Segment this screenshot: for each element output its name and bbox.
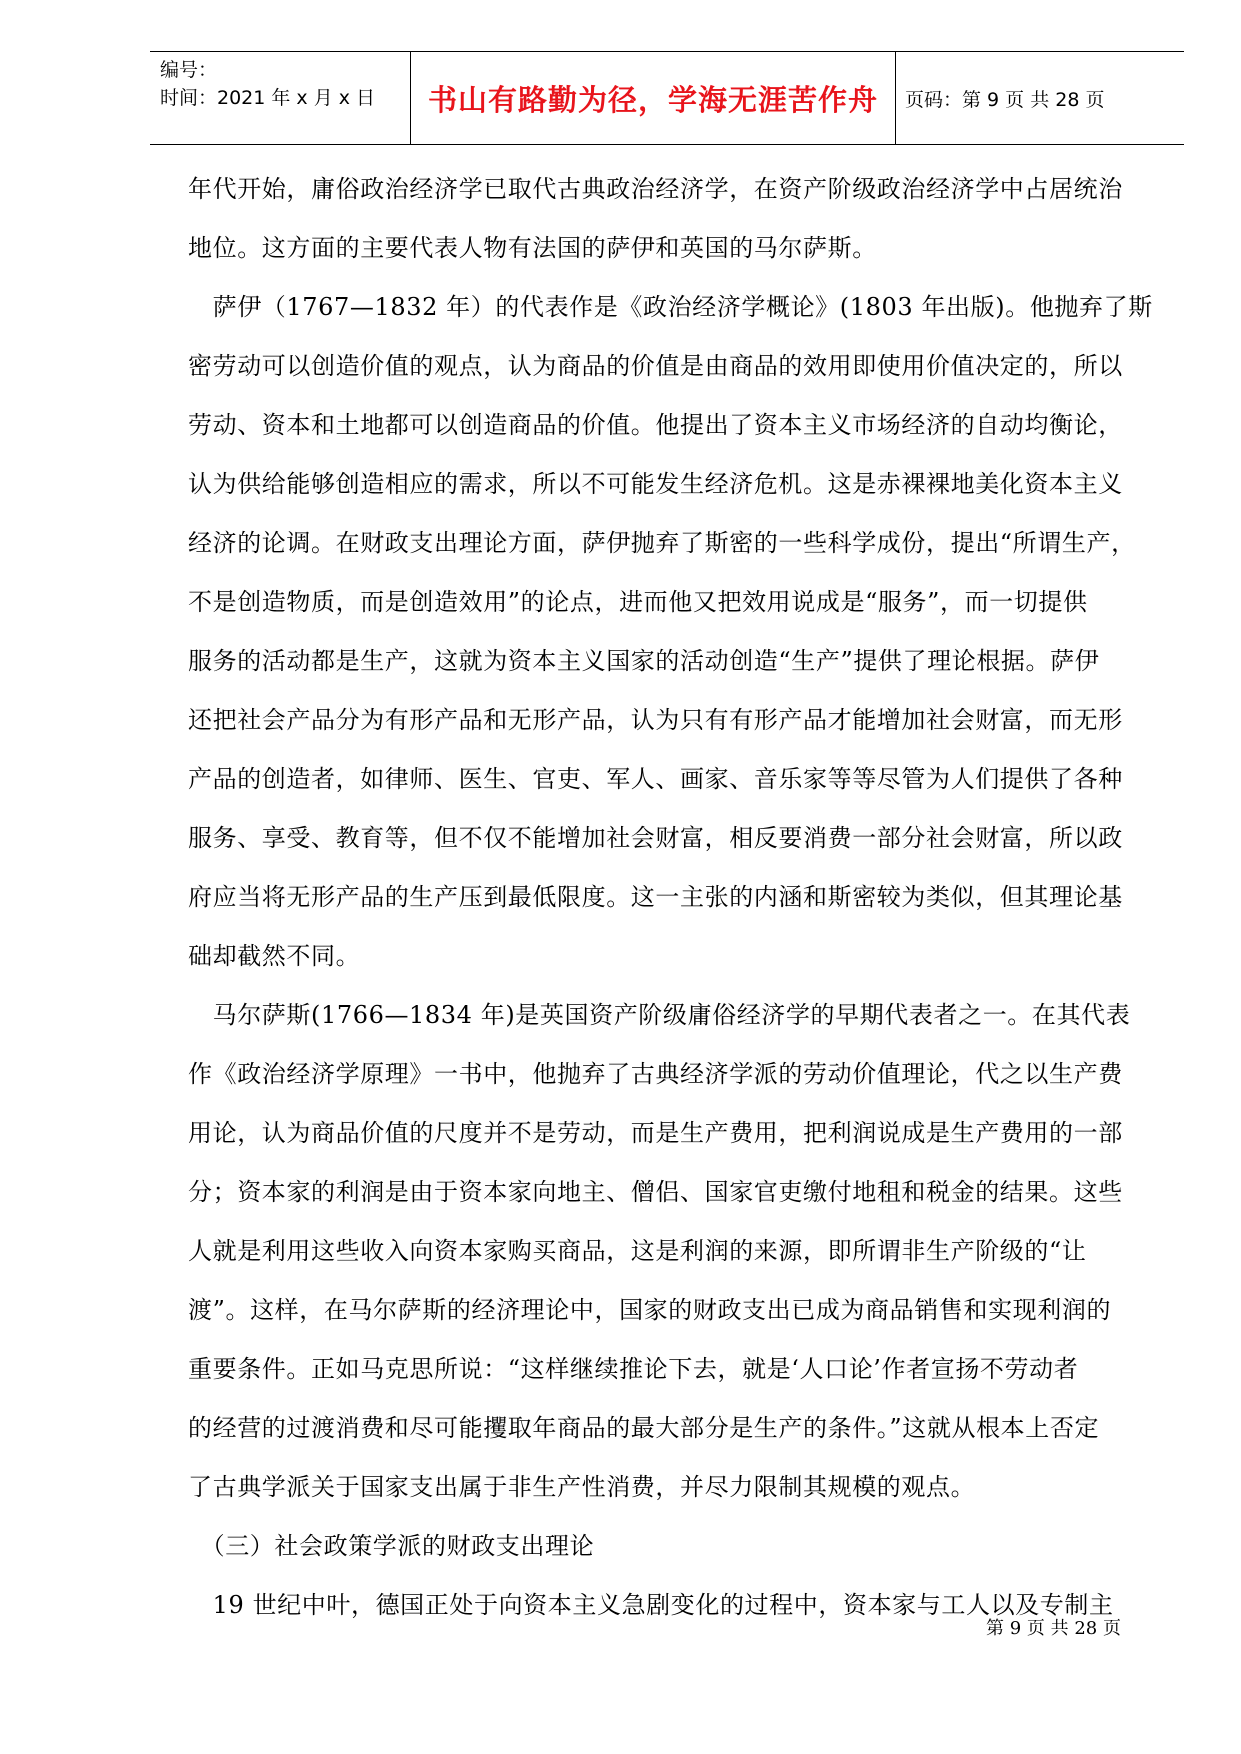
body-line: 分；资本家的利润是由于资本家向地主、僧侣、国家官吏缴付地租和税金的结果。这些 bbox=[188, 1178, 1123, 1206]
body-line: 府应当将无形产品的生产压到最低限度。这一主张的内涵和斯密较为类似，但其理论基 bbox=[188, 883, 1123, 911]
document-number-label: 编号： bbox=[160, 59, 218, 81]
header-motto: 书山有路勤为径，学海无涯苦作舟 bbox=[427, 82, 878, 117]
body-line: 础却截然不同。 bbox=[188, 942, 361, 970]
body-line: 经济的论调。在财政支出理论方面，萨伊抛弃了斯密的一些科学成份，提出“所谓生产， bbox=[188, 529, 1136, 557]
body-line: 服务的活动都是生产，这就为资本主义国家的活动创造“生产”提供了理论根据。萨伊 bbox=[188, 647, 1100, 675]
body-line: 用论，认为商品价值的尺度并不是劳动，而是生产费用，把利润说成是生产费用的一部 bbox=[188, 1119, 1123, 1147]
body-line: 萨伊（1767—1832 年）的代表作是《政治经济学概论》(1803 年出版)。他抛弃了斯 bbox=[188, 293, 1153, 321]
body-line: 不是创造物质，而是创造效用”的论点，进而他又把效用说成是“服务”，而一切提供 bbox=[188, 588, 1088, 616]
body-line: 马尔萨斯(1766—1834 年)是英国资产阶级庸俗经济学的早期代表者之一。在其代表 bbox=[188, 1001, 1131, 1029]
body-line: 产品的创造者，如律师、医生、官吏、军人、画家、音乐家等等尽管为人们提供了各种 bbox=[188, 765, 1123, 793]
header-meta bbox=[160, 56, 375, 112]
body-line: 服务、享受、教育等，但不仅不能增加社会财富，相反要消费一部分社会财富，所以政 bbox=[188, 824, 1123, 852]
page-footer: 第 9 页 共 28 页 bbox=[986, 1618, 1121, 1639]
body-line: 了古典学派关于国家支出属于非生产性消费，并尽力限制其规模的观点。 bbox=[188, 1473, 976, 1501]
document-time-label: 时间：2021 年 x 月 x 日 bbox=[160, 87, 376, 109]
body-line: 地位。这方面的主要代表人物有法国的萨伊和英国的马尔萨斯。 bbox=[188, 234, 877, 262]
body-line: 劳动、资本和土地都可以创造商品的价值。他提出了资本主义市场经济的自动均衡论， bbox=[188, 411, 1123, 439]
section-heading: （三）社会政策学派的财政支出理论 bbox=[188, 1532, 595, 1560]
body-line: 19 世纪中叶，德国正处于向资本主义急剧变化的过程中，资本家与工人以及专制主 bbox=[188, 1591, 1114, 1619]
body-line: 渡”。这样，在马尔萨斯的经济理论中，国家的财政支出已成为商品销售和实现利润的 bbox=[188, 1296, 1112, 1324]
body-line: 认为供给能够创造相应的需求，所以不可能发生经济危机。这是赤裸裸地美化资本主义 bbox=[188, 470, 1123, 498]
body-line: 还把社会产品分为有形产品和无形产品，认为只有有形产品才能增加社会财富，而无形 bbox=[188, 706, 1123, 734]
body-line: 重要条件。正如马克思所说：“这样继续推论下去，就是‘人口论’作者宣扬不劳动者 bbox=[188, 1355, 1079, 1383]
document-body bbox=[188, 160, 1156, 1635]
body-line: 作《政治经济学原理》一书中，他抛弃了古典经济学派的劳动价值理论，代之以生产费 bbox=[188, 1060, 1123, 1088]
body-line: 的经营的过渡消费和尽可能攫取年商品的最大部分是生产的条件。”这就从根本上否定 bbox=[188, 1414, 1100, 1442]
header-page-label: 页码：第 9 页 共 28 页 bbox=[905, 88, 1105, 111]
body-line: 人就是利用这些收入向资本家购买商品，这是利润的来源，即所谓非生产阶级的“让 bbox=[188, 1237, 1087, 1265]
body-line: 年代开始，庸俗政治经济学已取代古典政治经济学，在资产阶级政治经济学中占居统治 bbox=[188, 175, 1123, 203]
body-line: 密劳动可以创造价值的观点，认为商品的价值是由商品的效用即使用价值决定的，所以 bbox=[188, 352, 1123, 380]
